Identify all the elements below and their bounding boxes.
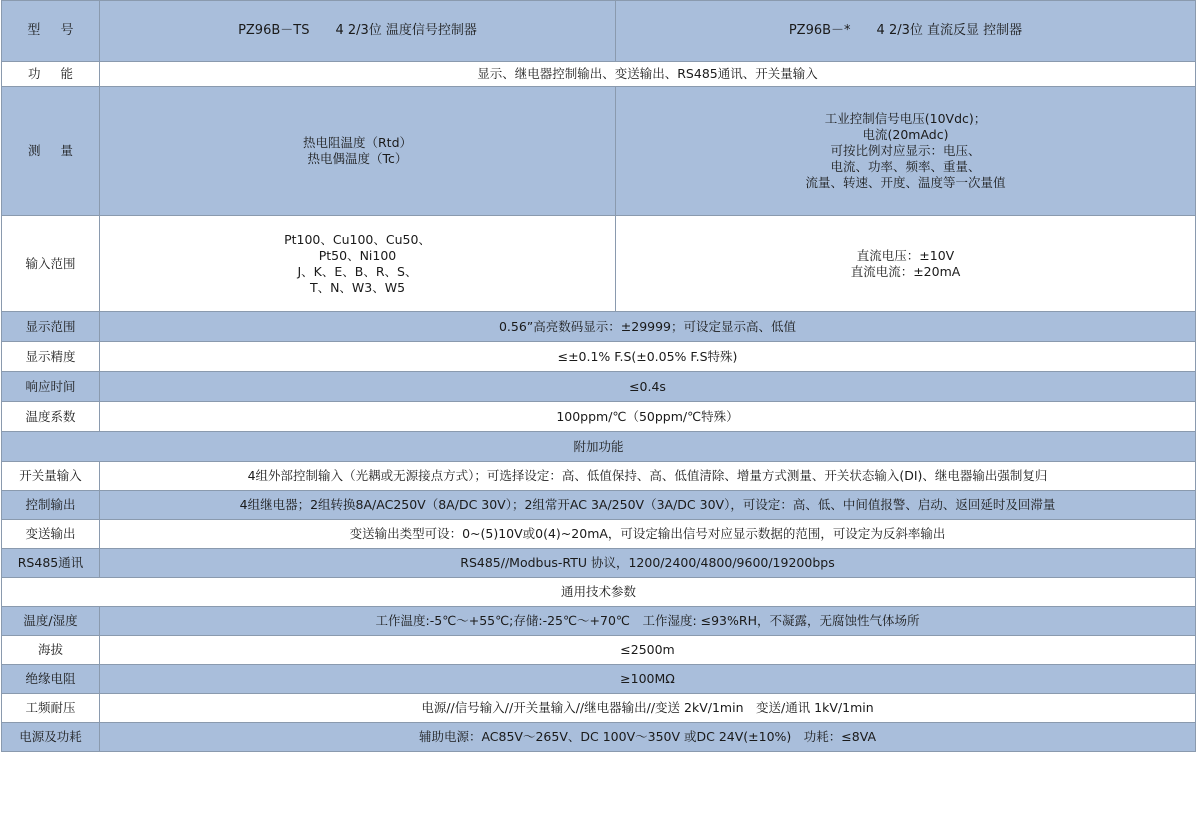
label-power: 电源及功耗 xyxy=(2,723,100,752)
value-temp-coefficient: 100ppm/℃（50ppm/℃特殊） xyxy=(100,402,1196,432)
label-transmit-output: 变送输出 xyxy=(2,520,100,549)
row-function xyxy=(2,62,1196,87)
value-temp-humidity: 工作温度:-5℃～+55℃;存储:-25℃～+70℃ 工作湿度: ≤93%RH，不凝露，无腐蚀性气体场所 xyxy=(100,607,1196,636)
value-display-accuracy: ≤±0.1% F.S(±0.05% F.S特殊) xyxy=(100,342,1196,372)
section-title-general: 通用技术参数 xyxy=(2,578,1196,607)
row-withstand-voltage xyxy=(2,694,1196,723)
row-power xyxy=(2,723,1196,752)
row-transmit-output xyxy=(2,520,1196,549)
label-measurement: 测 量 xyxy=(2,87,100,216)
section-additional-functions xyxy=(2,432,1196,462)
row-control-output xyxy=(2,491,1196,520)
value-response-time: ≤0.4s xyxy=(100,372,1196,402)
label-insulation: 绝缘电阻 xyxy=(2,665,100,694)
value-power: 辅助电源：AC85V～265V、DC 100V～350V 或DC 24V(±10%) 功耗：≤8VA xyxy=(100,723,1196,752)
row-rs485 xyxy=(2,549,1196,578)
label-altitude: 海拔 xyxy=(2,636,100,665)
row-altitude xyxy=(2,636,1196,665)
row-temp-humidity xyxy=(2,607,1196,636)
row-measurement xyxy=(2,87,1196,216)
spec-table xyxy=(1,0,1196,752)
label-control-output: 控制输出 xyxy=(2,491,100,520)
row-insulation xyxy=(2,665,1196,694)
row-model xyxy=(2,1,1196,62)
label-temp-coefficient: 温度系数 xyxy=(2,402,100,432)
value-rs485: RS485//Modbus-RTU 协议，1200/2400/4800/9600/19200bps xyxy=(100,549,1196,578)
label-switch-input: 开关量输入 xyxy=(2,462,100,491)
input-range-ts: Pt100、Cu100、Cu50、 Pt50、Ni100 J、K、E、B、R、S、 T、N、W3、W5 xyxy=(100,216,616,312)
value-switch-input: 4组外部控制输入（光耦或无源接点方式）；可选择设定：高、低值保持、高、低值清除、增量方式测量、开关状态输入(DI)、继电器输出强制复归 xyxy=(100,462,1196,491)
label-rs485: RS485通讯 xyxy=(2,549,100,578)
value-insulation: ≥100MΩ xyxy=(100,665,1196,694)
label-model: 型 号 xyxy=(2,1,100,62)
label-response-time: 响应时间 xyxy=(2,372,100,402)
value-withstand-voltage: 电源//信号输入//开关量输入//继电器输出//变送 2kV/1min 变送/通讯 1kV/1min xyxy=(100,694,1196,723)
row-response-time xyxy=(2,372,1196,402)
value-altitude: ≤2500m xyxy=(100,636,1196,665)
row-temp-coefficient xyxy=(2,402,1196,432)
input-range-dc: 直流电压：±10V 直流电流：±20mA xyxy=(616,216,1196,312)
section-title-additional: 附加功能 xyxy=(2,432,1196,462)
label-withstand-voltage: 工频耐压 xyxy=(2,694,100,723)
value-function: 显示、继电器控制输出、变送输出、RS485通讯、开关量输入 xyxy=(100,62,1196,87)
label-temp-humidity: 温度/湿度 xyxy=(2,607,100,636)
row-switch-input xyxy=(2,462,1196,491)
measurement-ts: 热电阻温度（Rtd） 热电偶温度（Tc） xyxy=(100,87,616,216)
value-transmit-output: 变送输出类型可设：0~(5)10V或0(4)~20mA，可设定输出信号对应显示数据的范围，可设定为反斜率输出 xyxy=(100,520,1196,549)
model-ts: PZ96B－TS 4 2/3位 温度信号控制器 xyxy=(100,1,616,62)
label-display-range: 显示范围 xyxy=(2,312,100,342)
row-input-range xyxy=(2,216,1196,312)
row-display-range xyxy=(2,312,1196,342)
value-display-range: 0.56”高亮数码显示：±29999；可设定显示高、低值 xyxy=(100,312,1196,342)
label-function: 功 能 xyxy=(2,62,100,87)
model-dc: PZ96B－* 4 2/3位 直流反显 控制器 xyxy=(616,1,1196,62)
row-display-accuracy xyxy=(2,342,1196,372)
value-control-output: 4组继电器；2组转换8A/AC250V（8A/DC 30V）；2组常开AC 3A/250V（3A/DC 30V），可设定：高、低、中间值报警、启动、返回延时及回滞量 xyxy=(100,491,1196,520)
label-input-range: 输入范围 xyxy=(2,216,100,312)
label-display-accuracy: 显示精度 xyxy=(2,342,100,372)
section-general-params xyxy=(2,578,1196,607)
measurement-dc: 工业控制信号电压(10Vdc)； 电流(20mAdc) 可按比例对应显示：电压、 电流、功率、频率、重量、 流量、转速、开度、温度等一次量值 xyxy=(616,87,1196,216)
